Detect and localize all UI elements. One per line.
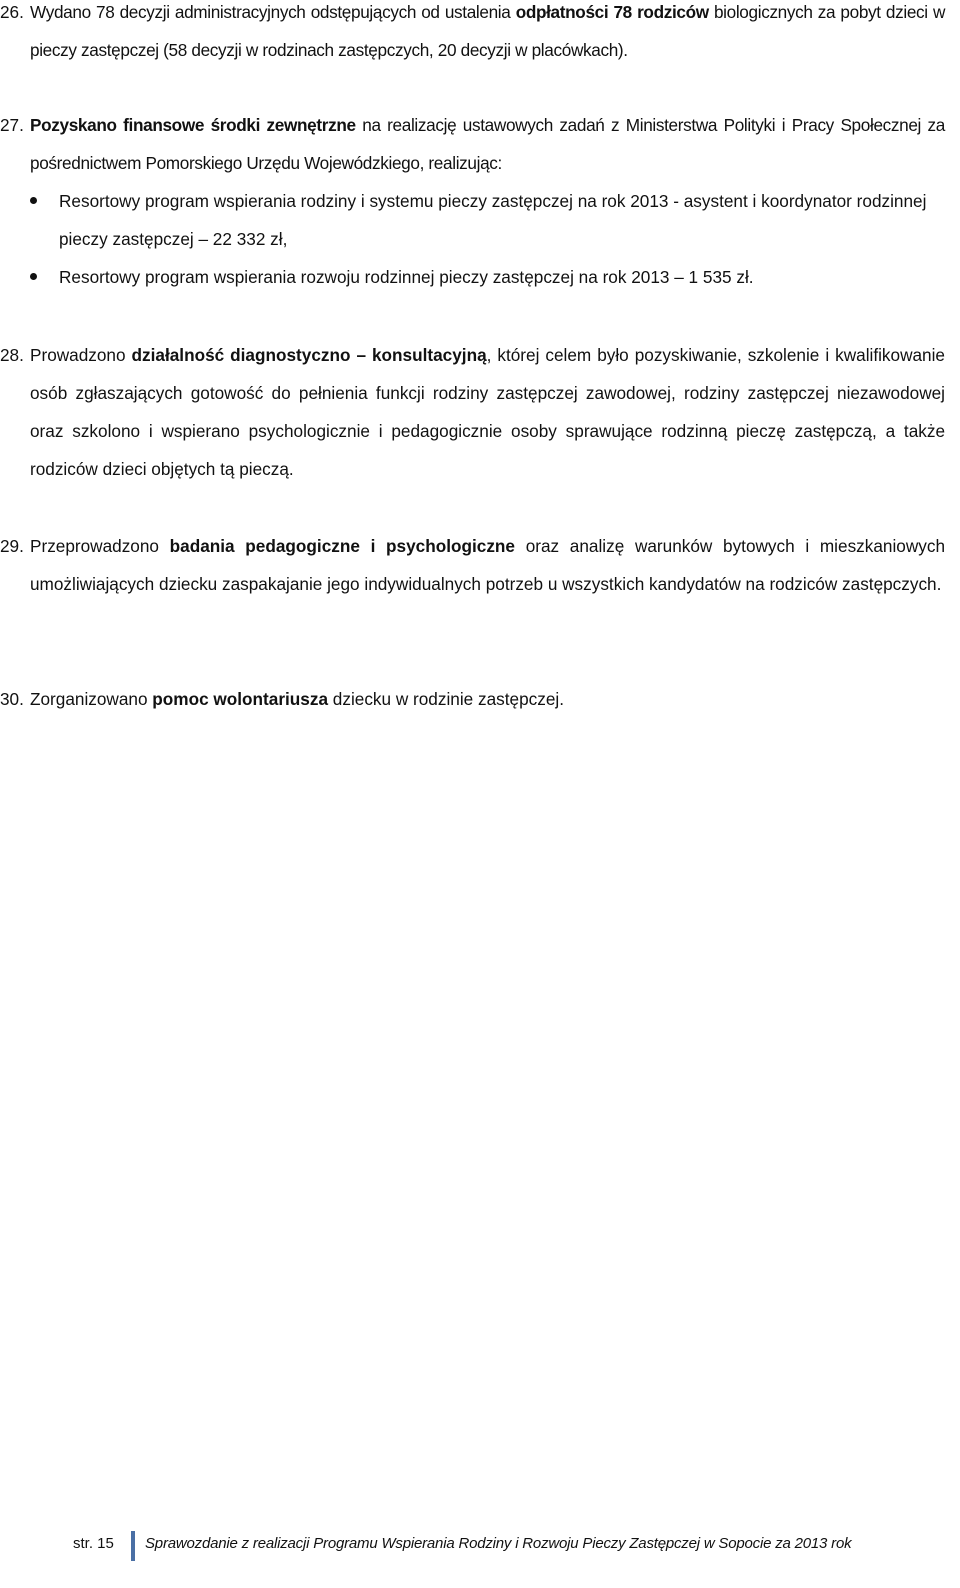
item-text bbox=[30, 336, 945, 488]
bullet-icon bbox=[30, 273, 37, 280]
list-item-30 bbox=[0, 680, 945, 718]
item-text bbox=[30, 0, 945, 69]
page-number: str. 15 bbox=[73, 1535, 114, 1552]
list-item-28 bbox=[0, 336, 945, 488]
footer-report-title: Sprawozdanie z realizacji Programu Wspierania Rodziny i Rozwoju Pieczy Zastępczej w Sopocie za 2013 rok bbox=[145, 1535, 852, 1552]
bullet-text: Resortowy program wspierania rodziny i systemu pieczy zastępczej na rok 2013 - asystent i koordynator rodzinnej pieczy zastępczej – 22 332 zł, bbox=[59, 191, 927, 249]
item-number: 29. bbox=[0, 536, 24, 556]
text-segment: oraz analizę warunków bytowych i mieszkaniowych umożliwiających dziecku zaspakajanie jego indywidualnych potrzeb u wszystkich kandydatów na rodziców zastępczych. bbox=[30, 536, 945, 594]
item-number: 28. bbox=[0, 345, 24, 365]
text-segment: dziecku w rodzinie zastępczej. bbox=[328, 689, 564, 709]
bold-text-segment: działalność diagnostyczno – konsultacyjną bbox=[131, 345, 487, 365]
list-item-26 bbox=[0, 0, 945, 69]
item-text bbox=[30, 680, 945, 718]
bullet-icon bbox=[30, 197, 37, 204]
text-segment: , której celem było pozyskiwanie, szkolenie i kwalifikowanie osób zgłaszających gotowość do pełnienia funkcji rodziny zastępczej zawodowej, rodziny zastępczej niezawodowej oraz szkolono i wspierano psychologicznie i pedagogicznie osoby sprawujące rodzinną pieczę zastępczą, a także rodziców dzieci objętych tą pieczą. bbox=[30, 345, 945, 479]
bold-text-segment: badania pedagogiczne i psychologiczne bbox=[169, 536, 515, 556]
bullet-text: Resortowy program wspierania rozwoju rodzinnej pieczy zastępczej na rok 2013 – 1 535 zł. bbox=[59, 267, 754, 287]
list-item-27 bbox=[0, 106, 945, 296]
funding-bullet-list bbox=[30, 182, 945, 296]
bold-text-segment: Pozyskano finansowe środki zewnętrzne bbox=[30, 115, 356, 135]
text-segment: Zorganizowano bbox=[30, 689, 153, 709]
list-item-29 bbox=[0, 527, 945, 603]
item-text bbox=[30, 527, 945, 603]
text-segment: Przeprowadzono bbox=[30, 536, 170, 556]
item-number: 30. bbox=[0, 689, 24, 709]
bullet-item bbox=[30, 182, 945, 258]
page-footer bbox=[0, 1531, 960, 1561]
bold-text-segment: pomoc wolontariusza bbox=[152, 689, 329, 709]
item-number: 26. bbox=[0, 2, 24, 22]
text-segment: na realizację ustawowych zadań z Ministerstwa Polityki i Pracy Społecznej za pośrednictwem Pomorskiego Urzędu Wojewódzkiego, realizując: bbox=[30, 115, 945, 173]
bullet-item bbox=[30, 258, 945, 296]
item-text bbox=[30, 106, 945, 182]
footer-divider bbox=[131, 1531, 135, 1561]
item-number: 27. bbox=[0, 115, 24, 135]
text-segment: Wydano 78 decyzji administracyjnych odstępujących od ustalenia bbox=[30, 2, 516, 22]
text-segment: biologicznych za pobyt dzieci w pieczy zastępczej (58 decyzji w rodzinach zastępczych, 20 decyzji w placówkach). bbox=[30, 2, 946, 60]
bold-text-segment: odpłatności 78 rodziców bbox=[515, 2, 709, 22]
text-segment: Prowadzono bbox=[30, 345, 132, 365]
